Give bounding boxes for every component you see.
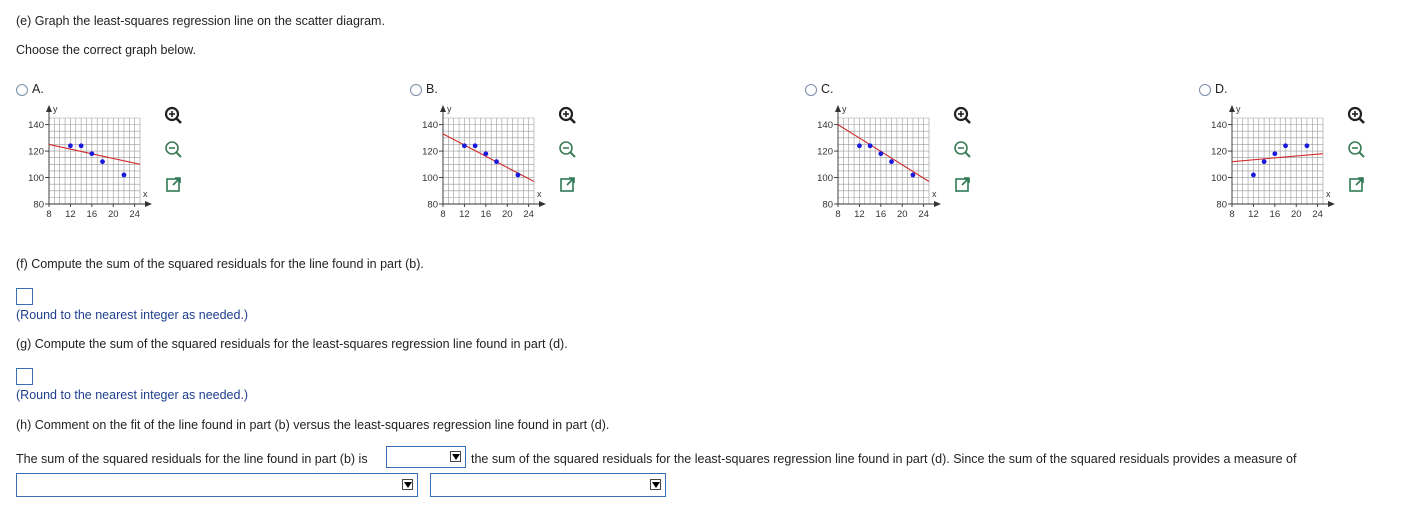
measure-dropdown[interactable] — [16, 473, 418, 497]
x-axis-label: x — [932, 189, 937, 199]
option-label: A. — [32, 82, 44, 96]
data-point — [889, 159, 894, 164]
zoom-out-icon[interactable] — [557, 139, 579, 161]
data-point — [462, 143, 467, 148]
y-tick-label: 80 — [1216, 199, 1227, 211]
x-tick-label: 16 — [1269, 209, 1281, 220]
data-point — [1251, 172, 1256, 177]
data-point — [1262, 159, 1267, 164]
regression-line — [838, 125, 929, 182]
option-d — [1199, 80, 1379, 240]
x-tick-label: 8 — [46, 209, 52, 220]
popout-icon[interactable] — [952, 173, 974, 195]
data-point — [878, 151, 883, 156]
part-g-hint: (Round to the nearest integer as needed.) — [16, 388, 249, 402]
part-h-title: (h) Comment on the fit of the line found in part (b) versus the least-squares regression line found in part (d). — [16, 418, 610, 432]
y-axis-label: y — [1236, 104, 1241, 114]
x-tick-label: 16 — [86, 209, 98, 220]
part-f-title: (f) Compute the sum of the squared residuals for the line found in part (b). — [16, 257, 424, 271]
option-c — [805, 80, 985, 240]
scatter-graph — [1199, 80, 1349, 240]
y-tick-label: 140 — [28, 120, 44, 132]
option-b — [410, 80, 590, 240]
x-axis-label: x — [143, 189, 148, 199]
data-point — [1305, 143, 1310, 148]
y-axis-label: y — [447, 104, 452, 114]
y-tick-label: 80 — [33, 199, 44, 211]
part-g-answer-input[interactable] — [16, 368, 33, 385]
data-point — [868, 143, 873, 148]
zoom-out-icon[interactable] — [952, 139, 974, 161]
data-point — [516, 172, 521, 177]
comparison-dropdown[interactable] — [386, 446, 466, 468]
scatter-graph — [805, 80, 955, 240]
x-tick-label: 8 — [440, 209, 446, 220]
option-label: D. — [1215, 82, 1228, 96]
x-tick-label: 24 — [1312, 209, 1323, 220]
zoom-in-icon[interactable] — [1346, 105, 1368, 127]
chevron-down-icon — [450, 451, 461, 462]
part-e-title: (e) Graph the least-squares regression line on the scatter diagram. — [16, 14, 385, 28]
part-e-instruction: Choose the correct graph below. — [16, 43, 196, 57]
x-tick-label: 20 — [107, 209, 119, 220]
y-tick-label: 140 — [1211, 120, 1227, 132]
zoom-out-icon[interactable] — [163, 139, 185, 161]
y-axis-label: y — [842, 104, 847, 114]
y-tick-label: 100 — [28, 173, 44, 185]
x-tick-label: 12 — [65, 209, 76, 220]
option-a — [16, 80, 196, 240]
y-axis-label: y — [53, 104, 58, 114]
regression-line — [49, 144, 140, 164]
data-point — [483, 151, 488, 156]
data-point — [473, 143, 478, 148]
x-tick-label: 16 — [875, 209, 887, 220]
data-point — [122, 172, 127, 177]
zoom-out-icon[interactable] — [1346, 139, 1368, 161]
x-tick-label: 20 — [1290, 209, 1302, 220]
popout-icon[interactable] — [1346, 173, 1368, 195]
zoom-in-icon[interactable] — [557, 105, 579, 127]
chevron-down-icon — [650, 479, 661, 490]
part-f-hint: (Round to the nearest integer as needed.) — [16, 308, 249, 322]
y-tick-label: 120 — [28, 146, 44, 158]
data-point — [68, 143, 73, 148]
chevron-down-icon — [402, 479, 413, 490]
part-g-title: (g) Compute the sum of the squared residuals for the least-squares regression line found in part (d). — [16, 337, 568, 351]
x-tick-label: 24 — [129, 209, 140, 220]
x-tick-label: 8 — [835, 209, 841, 220]
popout-icon[interactable] — [557, 173, 579, 195]
x-axis-label: x — [1326, 189, 1331, 199]
part-f-answer-input[interactable] — [16, 288, 33, 305]
conclusion-dropdown[interactable] — [430, 473, 666, 497]
x-tick-label: 24 — [918, 209, 929, 220]
x-tick-label: 12 — [854, 209, 865, 220]
y-tick-label: 120 — [1211, 146, 1227, 158]
data-point — [911, 172, 916, 177]
scatter-graph — [16, 80, 166, 240]
x-tick-label: 20 — [501, 209, 513, 220]
y-tick-label: 100 — [817, 173, 833, 185]
data-point — [494, 159, 499, 164]
x-tick-label: 20 — [896, 209, 908, 220]
y-tick-label: 120 — [817, 146, 833, 158]
data-point — [89, 151, 94, 156]
data-point — [100, 159, 105, 164]
popout-icon[interactable] — [163, 173, 185, 195]
x-tick-label: 16 — [480, 209, 492, 220]
zoom-in-icon[interactable] — [952, 105, 974, 127]
part-h-sentence-end: the sum of the squared residuals for the least-squares regression line found in part (d). Since the sum of the squared residuals provides a measure of — [471, 452, 1297, 466]
data-point — [857, 143, 862, 148]
y-tick-label: 80 — [427, 199, 438, 211]
x-tick-label: 12 — [459, 209, 470, 220]
x-axis-label: x — [537, 189, 542, 199]
data-point — [79, 143, 84, 148]
x-tick-label: 12 — [1248, 209, 1259, 220]
y-tick-label: 100 — [1211, 173, 1227, 185]
scatter-graph — [410, 80, 560, 240]
y-tick-label: 80 — [822, 199, 833, 211]
part-h-sentence-start: The sum of the squared residuals for the line found in part (b) is — [16, 452, 368, 466]
zoom-in-icon[interactable] — [163, 105, 185, 127]
data-point — [1283, 143, 1288, 148]
x-tick-label: 24 — [523, 209, 534, 220]
y-tick-label: 100 — [422, 173, 438, 185]
y-tick-label: 140 — [817, 120, 833, 132]
y-tick-label: 140 — [422, 120, 438, 132]
option-label: B. — [426, 82, 438, 96]
x-tick-label: 8 — [1229, 209, 1235, 220]
option-label: C. — [821, 82, 834, 96]
data-point — [1272, 151, 1277, 156]
y-tick-label: 120 — [422, 146, 438, 158]
